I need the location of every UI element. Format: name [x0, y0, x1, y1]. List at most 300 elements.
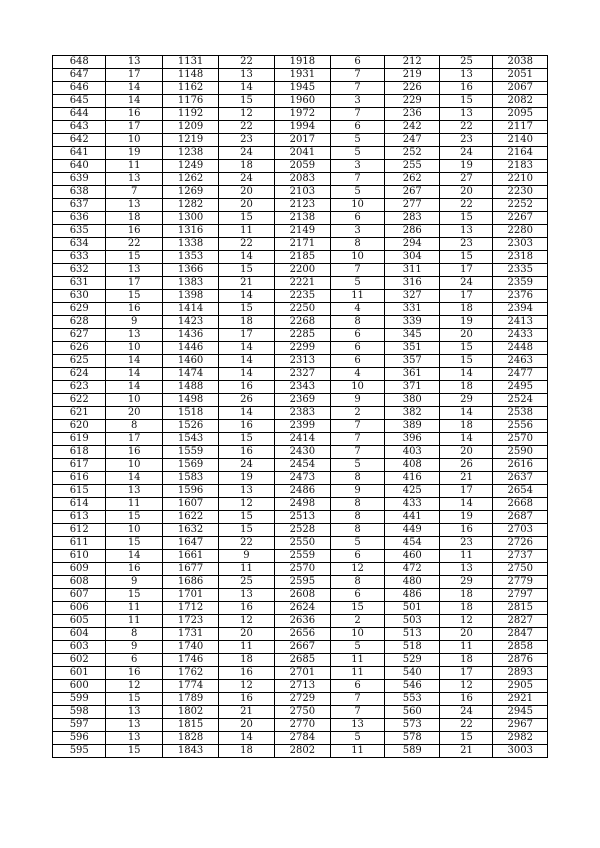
- table-cell: 2454: [274, 459, 330, 472]
- table-cell: 1746: [162, 654, 218, 667]
- table-cell: 2463: [493, 355, 548, 368]
- table-cell: 2784: [274, 732, 330, 745]
- table-cell: 2473: [274, 472, 330, 485]
- table-row: [53, 407, 548, 420]
- table-cell: 2149: [274, 225, 330, 238]
- table-cell: 620: [53, 420, 106, 433]
- table-cell: 633: [53, 251, 106, 264]
- table-cell: 2750: [493, 563, 548, 576]
- table-cell: 2252: [493, 199, 548, 212]
- table-cell: 13: [440, 563, 493, 576]
- table-cell: 10: [331, 628, 385, 641]
- table-cell: 15: [106, 693, 162, 706]
- table-cell: 17: [440, 485, 493, 498]
- table-cell: 7: [331, 69, 385, 82]
- table-cell: 2123: [274, 199, 330, 212]
- table-cell: 612: [53, 524, 106, 537]
- table-cell: 2230: [493, 186, 548, 199]
- table-cell: 425: [385, 485, 440, 498]
- table-cell: 16: [106, 108, 162, 121]
- table-cell: 351: [385, 342, 440, 355]
- table-cell: 8: [331, 511, 385, 524]
- table-cell: 311: [385, 264, 440, 277]
- table-cell: 11: [106, 602, 162, 615]
- table-cell: 6: [331, 355, 385, 368]
- table-cell: 14: [219, 251, 274, 264]
- table-cell: 5: [331, 537, 385, 550]
- table-cell: 595: [53, 745, 106, 758]
- table-cell: 1219: [162, 134, 218, 147]
- table-cell: 2200: [274, 264, 330, 277]
- table-row: [53, 121, 548, 134]
- table-cell: 14: [440, 433, 493, 446]
- table-cell: 607: [53, 589, 106, 602]
- table-cell: 1338: [162, 238, 218, 251]
- table-row: [53, 667, 548, 680]
- table-cell: 1414: [162, 303, 218, 316]
- table-cell: 1148: [162, 69, 218, 82]
- table-cell: 14: [106, 82, 162, 95]
- table-cell: 2117: [493, 121, 548, 134]
- table-cell: 7: [331, 108, 385, 121]
- table-cell: 518: [385, 641, 440, 654]
- table-cell: 10: [106, 459, 162, 472]
- table-cell: 2268: [274, 316, 330, 329]
- table-cell: 13: [440, 225, 493, 238]
- table-cell: 22: [219, 537, 274, 550]
- table-cell: 560: [385, 706, 440, 719]
- table-cell: 1436: [162, 329, 218, 342]
- table-cell: 389: [385, 420, 440, 433]
- table-cell: 2067: [493, 82, 548, 95]
- table-cell: 1238: [162, 147, 218, 160]
- table-row: [53, 212, 548, 225]
- table-cell: 23: [440, 238, 493, 251]
- table-cell: 10: [331, 199, 385, 212]
- table-cell: 13: [106, 56, 162, 69]
- table-cell: 2550: [274, 537, 330, 550]
- table-cell: 2051: [493, 69, 548, 82]
- table-cell: 1661: [162, 550, 218, 563]
- table-cell: 13: [106, 706, 162, 719]
- table-cell: 636: [53, 212, 106, 225]
- table-cell: 18: [219, 160, 274, 173]
- table-cell: 2038: [493, 56, 548, 69]
- table-cell: 641: [53, 147, 106, 160]
- table-cell: 11: [331, 290, 385, 303]
- table-cell: 2667: [274, 641, 330, 654]
- table-cell: 1249: [162, 160, 218, 173]
- table-row: [53, 225, 548, 238]
- table-cell: 1353: [162, 251, 218, 264]
- table-cell: 2729: [274, 693, 330, 706]
- table-row: [53, 173, 548, 186]
- table-cell: 1209: [162, 121, 218, 134]
- table-cell: 10: [106, 342, 162, 355]
- table-cell: 18: [440, 303, 493, 316]
- table-cell: 8: [331, 238, 385, 251]
- table-cell: 6: [331, 212, 385, 225]
- table-cell: 12: [219, 615, 274, 628]
- table-row: [53, 316, 548, 329]
- table-cell: 1383: [162, 277, 218, 290]
- table-row: [53, 745, 548, 758]
- table-cell: 18: [440, 654, 493, 667]
- table-cell: 1677: [162, 563, 218, 576]
- table-cell: 578: [385, 732, 440, 745]
- table-cell: 22: [440, 121, 493, 134]
- table-cell: 4: [331, 368, 385, 381]
- table-cell: 15: [219, 511, 274, 524]
- table-cell: 14: [219, 342, 274, 355]
- table-cell: 13: [440, 69, 493, 82]
- table-cell: 15: [106, 290, 162, 303]
- table-cell: 13: [106, 199, 162, 212]
- table-cell: 441: [385, 511, 440, 524]
- table-cell: 460: [385, 550, 440, 563]
- table-cell: 16: [219, 381, 274, 394]
- table-cell: 17: [106, 277, 162, 290]
- table-row: [53, 589, 548, 602]
- table-cell: 13: [106, 173, 162, 186]
- table-cell: 11: [106, 160, 162, 173]
- table-cell: 13: [106, 732, 162, 745]
- table-cell: 1802: [162, 706, 218, 719]
- table-cell: 2590: [493, 446, 548, 459]
- table-cell: 10: [106, 394, 162, 407]
- table-cell: 2528: [274, 524, 330, 537]
- table-cell: 454: [385, 537, 440, 550]
- table-cell: 15: [219, 524, 274, 537]
- table-cell: 615: [53, 485, 106, 498]
- table-cell: 13: [106, 329, 162, 342]
- table-cell: 1488: [162, 381, 218, 394]
- table-cell: 529: [385, 654, 440, 667]
- table-row: [53, 368, 548, 381]
- table-cell: 3003: [493, 745, 548, 758]
- table-cell: 643: [53, 121, 106, 134]
- table-row: [53, 134, 548, 147]
- table-cell: 8: [331, 472, 385, 485]
- table-cell: 6: [331, 342, 385, 355]
- table-cell: 1526: [162, 420, 218, 433]
- table-cell: 628: [53, 316, 106, 329]
- table-cell: 6: [331, 680, 385, 693]
- table-cell: 2802: [274, 745, 330, 758]
- table-cell: 631: [53, 277, 106, 290]
- table-cell: 1269: [162, 186, 218, 199]
- table-cell: 1712: [162, 602, 218, 615]
- table-row: [53, 355, 548, 368]
- table-cell: 247: [385, 134, 440, 147]
- table-cell: 2185: [274, 251, 330, 264]
- table-cell: 1931: [274, 69, 330, 82]
- table-cell: 17: [106, 69, 162, 82]
- table-cell: 14: [106, 368, 162, 381]
- table-cell: 597: [53, 719, 106, 732]
- table-cell: 1731: [162, 628, 218, 641]
- table-cell: 2495: [493, 381, 548, 394]
- table-row: [53, 264, 548, 277]
- table-cell: 14: [219, 82, 274, 95]
- table-row: [53, 459, 548, 472]
- table-cell: 27: [440, 173, 493, 186]
- table-cell: 2: [331, 407, 385, 420]
- table-cell: 648: [53, 56, 106, 69]
- table-cell: 1972: [274, 108, 330, 121]
- table-cell: 14: [440, 368, 493, 381]
- table-cell: 21: [219, 706, 274, 719]
- table-cell: 12: [219, 680, 274, 693]
- table-row: [53, 95, 548, 108]
- table-cell: 642: [53, 134, 106, 147]
- table-cell: 15: [106, 511, 162, 524]
- table-row: [53, 719, 548, 732]
- table-cell: 18: [440, 589, 493, 602]
- table-cell: 16: [106, 225, 162, 238]
- table-cell: 327: [385, 290, 440, 303]
- table-row: [53, 394, 548, 407]
- table-cell: 19: [106, 147, 162, 160]
- table-cell: 19: [440, 511, 493, 524]
- table-cell: 2636: [274, 615, 330, 628]
- table-cell: 18: [440, 602, 493, 615]
- table-cell: 6: [331, 329, 385, 342]
- table-cell: 15: [106, 251, 162, 264]
- table-cell: 11: [219, 641, 274, 654]
- table-cell: 2082: [493, 95, 548, 108]
- table-cell: 1316: [162, 225, 218, 238]
- table-cell: 2059: [274, 160, 330, 173]
- table-cell: 21: [440, 472, 493, 485]
- table-cell: 20: [440, 186, 493, 199]
- table-cell: 8: [331, 316, 385, 329]
- table-cell: 22: [219, 56, 274, 69]
- table-cell: 304: [385, 251, 440, 264]
- table-cell: 16: [219, 420, 274, 433]
- table-cell: 1446: [162, 342, 218, 355]
- table-cell: 1723: [162, 615, 218, 628]
- table-cell: 5: [331, 459, 385, 472]
- table-cell: 24: [440, 277, 493, 290]
- table-cell: 2486: [274, 485, 330, 498]
- table-cell: 1918: [274, 56, 330, 69]
- table-cell: 2335: [493, 264, 548, 277]
- table-cell: 403: [385, 446, 440, 459]
- table-cell: 2687: [493, 511, 548, 524]
- table-cell: 13: [219, 69, 274, 82]
- table-cell: 16: [219, 667, 274, 680]
- table-cell: 2138: [274, 212, 330, 225]
- table-cell: 316: [385, 277, 440, 290]
- table-cell: 24: [219, 173, 274, 186]
- table-cell: 416: [385, 472, 440, 485]
- table-cell: 1543: [162, 433, 218, 446]
- table-cell: 10: [331, 251, 385, 264]
- table-cell: 9: [219, 550, 274, 563]
- table-row: [53, 303, 548, 316]
- table-cell: 1583: [162, 472, 218, 485]
- table-cell: 486: [385, 589, 440, 602]
- table-cell: 2477: [493, 368, 548, 381]
- table-cell: 15: [440, 342, 493, 355]
- table-cell: 23: [440, 134, 493, 147]
- table-cell: 546: [385, 680, 440, 693]
- table-cell: 345: [385, 329, 440, 342]
- table-cell: 11: [219, 225, 274, 238]
- table-cell: 5: [331, 134, 385, 147]
- table-cell: 24: [440, 706, 493, 719]
- table-cell: 14: [219, 290, 274, 303]
- table-cell: 1740: [162, 641, 218, 654]
- table-cell: 2559: [274, 550, 330, 563]
- table-cell: 13: [219, 485, 274, 498]
- table-cell: 2982: [493, 732, 548, 745]
- table-cell: 624: [53, 368, 106, 381]
- table-cell: 2285: [274, 329, 330, 342]
- table-cell: 212: [385, 56, 440, 69]
- table-cell: 20: [219, 719, 274, 732]
- table-cell: 16: [219, 602, 274, 615]
- table-cell: 12: [106, 680, 162, 693]
- table-cell: 24: [219, 459, 274, 472]
- table-cell: 20: [440, 446, 493, 459]
- table-cell: 2313: [274, 355, 330, 368]
- table-cell: 5: [331, 277, 385, 290]
- table-cell: 1994: [274, 121, 330, 134]
- table-cell: 13: [331, 719, 385, 732]
- table-cell: 2376: [493, 290, 548, 303]
- table-cell: 2221: [274, 277, 330, 290]
- table-cell: 22: [440, 719, 493, 732]
- table-row: [53, 498, 548, 511]
- table-row: [53, 199, 548, 212]
- table-cell: 600: [53, 680, 106, 693]
- table-cell: 15: [219, 212, 274, 225]
- table-cell: 8: [331, 498, 385, 511]
- table-cell: 16: [219, 693, 274, 706]
- table-cell: 15: [440, 212, 493, 225]
- table-cell: 1262: [162, 173, 218, 186]
- table-cell: 9: [106, 316, 162, 329]
- table-cell: 1945: [274, 82, 330, 95]
- table-cell: 604: [53, 628, 106, 641]
- table-cell: 2383: [274, 407, 330, 420]
- table-cell: 1596: [162, 485, 218, 498]
- table-cell: 2570: [493, 433, 548, 446]
- table-cell: 25: [219, 576, 274, 589]
- table-cell: 11: [331, 667, 385, 680]
- table-cell: 2280: [493, 225, 548, 238]
- table-cell: 17: [106, 433, 162, 446]
- table-cell: 18: [106, 212, 162, 225]
- table-cell: 13: [219, 589, 274, 602]
- table-row: [53, 56, 548, 69]
- table-cell: 22: [219, 238, 274, 251]
- table-cell: 331: [385, 303, 440, 316]
- table-cell: 13: [106, 485, 162, 498]
- table-cell: 15: [331, 602, 385, 615]
- table-cell: 23: [440, 537, 493, 550]
- table-cell: 18: [440, 381, 493, 394]
- table-cell: 480: [385, 576, 440, 589]
- table-cell: 2448: [493, 342, 548, 355]
- table-cell: 2524: [493, 394, 548, 407]
- table-cell: 15: [219, 264, 274, 277]
- table-cell: 1192: [162, 108, 218, 121]
- table-cell: 262: [385, 173, 440, 186]
- table-cell: 3: [331, 95, 385, 108]
- table-cell: 2: [331, 615, 385, 628]
- table-cell: 16: [106, 667, 162, 680]
- table-cell: 11: [331, 654, 385, 667]
- table-cell: 627: [53, 329, 106, 342]
- table-row: [53, 485, 548, 498]
- table-row: [53, 550, 548, 563]
- table-cell: 1701: [162, 589, 218, 602]
- table-cell: 2779: [493, 576, 548, 589]
- table-cell: 29: [440, 576, 493, 589]
- table-row: [53, 446, 548, 459]
- table-row: [53, 524, 548, 537]
- table-cell: 16: [440, 82, 493, 95]
- table-cell: 9: [331, 485, 385, 498]
- table-cell: 9: [106, 641, 162, 654]
- table-cell: 1569: [162, 459, 218, 472]
- table-cell: 26: [219, 394, 274, 407]
- table-cell: 1632: [162, 524, 218, 537]
- table-cell: 14: [440, 498, 493, 511]
- table-cell: 10: [106, 134, 162, 147]
- table-cell: 2556: [493, 420, 548, 433]
- table-cell: 2343: [274, 381, 330, 394]
- table-cell: 622: [53, 394, 106, 407]
- table-cell: 2433: [493, 329, 548, 342]
- table-cell: 1815: [162, 719, 218, 732]
- table-row: [53, 238, 548, 251]
- table-cell: 2250: [274, 303, 330, 316]
- table-cell: 8: [331, 524, 385, 537]
- table-cell: 15: [106, 537, 162, 550]
- table-cell: 236: [385, 108, 440, 121]
- table-cell: 602: [53, 654, 106, 667]
- table-cell: 8: [106, 420, 162, 433]
- table-cell: 2513: [274, 511, 330, 524]
- table-cell: 1647: [162, 537, 218, 550]
- table-cell: 17: [440, 290, 493, 303]
- table-row: [53, 537, 548, 550]
- table-row: [53, 329, 548, 342]
- table-cell: 12: [440, 680, 493, 693]
- table-cell: 339: [385, 316, 440, 329]
- table-cell: 11: [106, 498, 162, 511]
- table-cell: 647: [53, 69, 106, 82]
- table-cell: 15: [106, 745, 162, 758]
- table-cell: 17: [219, 329, 274, 342]
- table-cell: 19: [440, 316, 493, 329]
- table-cell: 13: [106, 719, 162, 732]
- table-cell: 25: [440, 56, 493, 69]
- table-cell: 1559: [162, 446, 218, 459]
- table-cell: 553: [385, 693, 440, 706]
- table-cell: 635: [53, 225, 106, 238]
- table-cell: 2140: [493, 134, 548, 147]
- table-cell: 611: [53, 537, 106, 550]
- table-cell: 16: [440, 693, 493, 706]
- table-cell: 1398: [162, 290, 218, 303]
- table-row: [53, 82, 548, 95]
- table-cell: 17: [440, 667, 493, 680]
